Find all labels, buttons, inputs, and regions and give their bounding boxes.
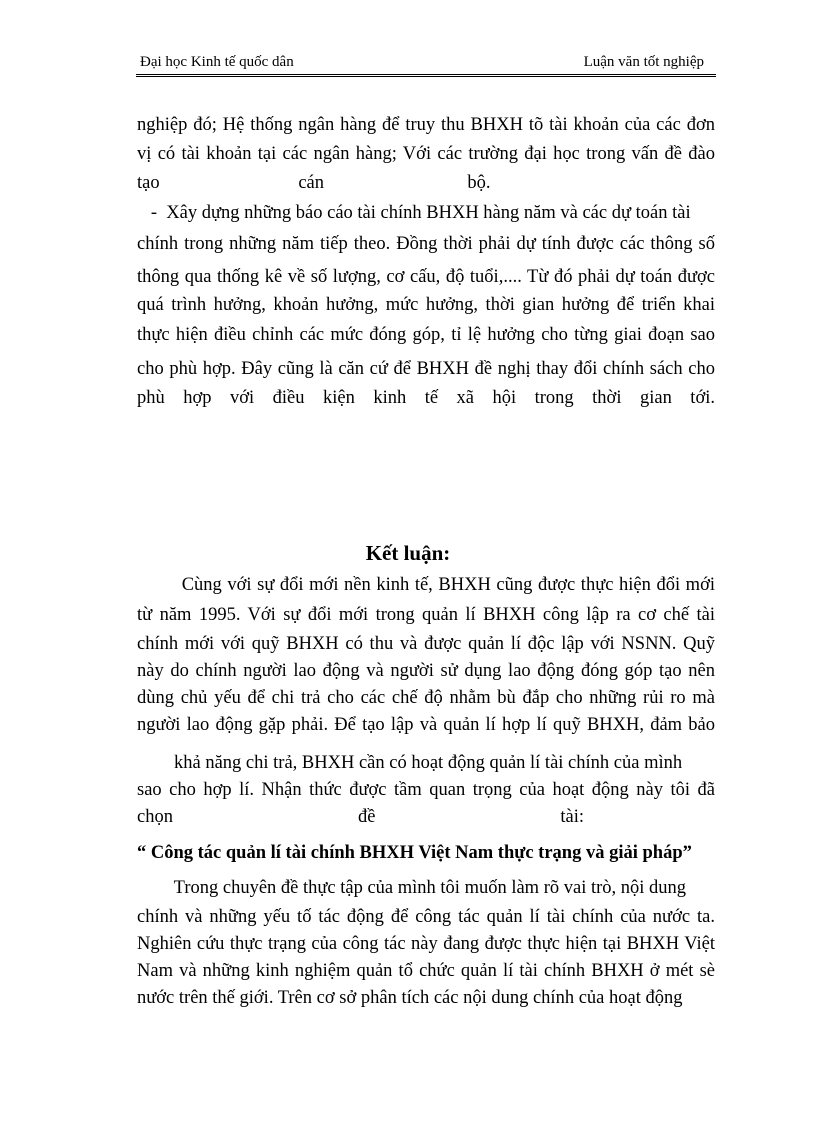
conclusion-title: Kết luận: bbox=[365, 541, 451, 565]
text-line: cho phù hợp. Đây cũng là căn cứ để BHXH đề nghị thay đổi chính sách cho bbox=[137, 359, 715, 379]
text-line: Cùng với sự đổi mới nền kinh tế, BHXH cũng được thực hiện đổi mới bbox=[137, 575, 715, 595]
header-document-type: Luận văn tốt nghiệp bbox=[583, 54, 704, 70]
text-line: sao cho hợp lí. Nhận thức được tầm quan trọng của hoạt động này tôi đã bbox=[137, 780, 715, 800]
text-line: quá trình hưởng, khoản hưởng, mức hưởng, thời gian hưởng để triển khai bbox=[137, 295, 715, 315]
text-line: khả năng chi trả, BHXH cần có hoạt động quản lí tài chính của mình bbox=[137, 753, 683, 773]
text-line: từ năm 1995. Với sự đổi mới trong quản lí BHXH công lập ra cơ chế tài bbox=[137, 605, 715, 625]
text-line: chọn đề tài: bbox=[137, 807, 585, 827]
text-line: thực hiện điều chỉnh các mức đóng góp, tỉ lệ hưởng cho từng giai đoạn sao bbox=[137, 325, 715, 345]
text-line: nước trên thế giới. Trên cơ sở phân tích các nội dung chính của hoạt động bbox=[137, 988, 683, 1008]
text-line: Nghiên cứu thực trạng của công tác này đang được thực hiện tại BHXH Việt bbox=[137, 934, 715, 954]
topic-title: “ Công tác quản lí tài chính BHXH Việt Nam thực trạng và giải pháp” bbox=[137, 843, 692, 863]
text-line: dùng chủ yếu để chi trả cho các chế độ nhằm bù đắp cho những rủi ro mà bbox=[137, 688, 715, 708]
text-line: chính trong những năm tiếp theo. Đồng thời phải dự tính được các thông số bbox=[137, 234, 715, 254]
text-line: Nam và những kinh nghiệm quản tổ chức quản lí tài chính BHXH ở mét sè bbox=[137, 961, 715, 981]
text-line: Trong chuyên đề thực tập của mình tôi muốn làm rõ vai trò, nội dung bbox=[137, 878, 687, 898]
text-line: vị có tài khoản tại các ngân hàng; Với các trường đại học trong vấn đề đào bbox=[137, 144, 715, 164]
text-line: nghiệp đó; Hệ thống ngân hàng để truy thu BHXH tõ tài khoản của các đơn bbox=[137, 115, 715, 135]
text-line: này do chính người lao động và người sử dụng lao động đóng góp tạo nên bbox=[137, 661, 715, 681]
header-rule bbox=[136, 74, 716, 77]
text-line: người lao động gặp phải. Để tạo lập và quản lí hợp lí quỹ BHXH, đảm bảo bbox=[137, 715, 715, 735]
text-line: chính mới với quỹ BHXH có thu và được quản lí độc lập với NSNN. Quỹ bbox=[137, 634, 715, 654]
text-line: thông qua thống kê về số lượng, cơ cấu, độ tuổi,.... Từ đó phải dự toán được bbox=[137, 267, 715, 287]
bullet-line: - Xây dựng những báo cáo tài chính BHXH hàng năm và các dự toán tài bbox=[137, 203, 691, 223]
text-line: tạo cán bộ. bbox=[137, 173, 491, 193]
header-institution: Đại học Kinh tế quốc dân bbox=[140, 54, 294, 70]
text-line: chính và những yếu tố tác động để công tác quản lí tài chính của nước ta. bbox=[137, 907, 715, 927]
text-line: phù hợp với điều kiện kinh tế xã hội trong thời gian tới. bbox=[137, 388, 715, 408]
page-header bbox=[136, 52, 716, 74]
